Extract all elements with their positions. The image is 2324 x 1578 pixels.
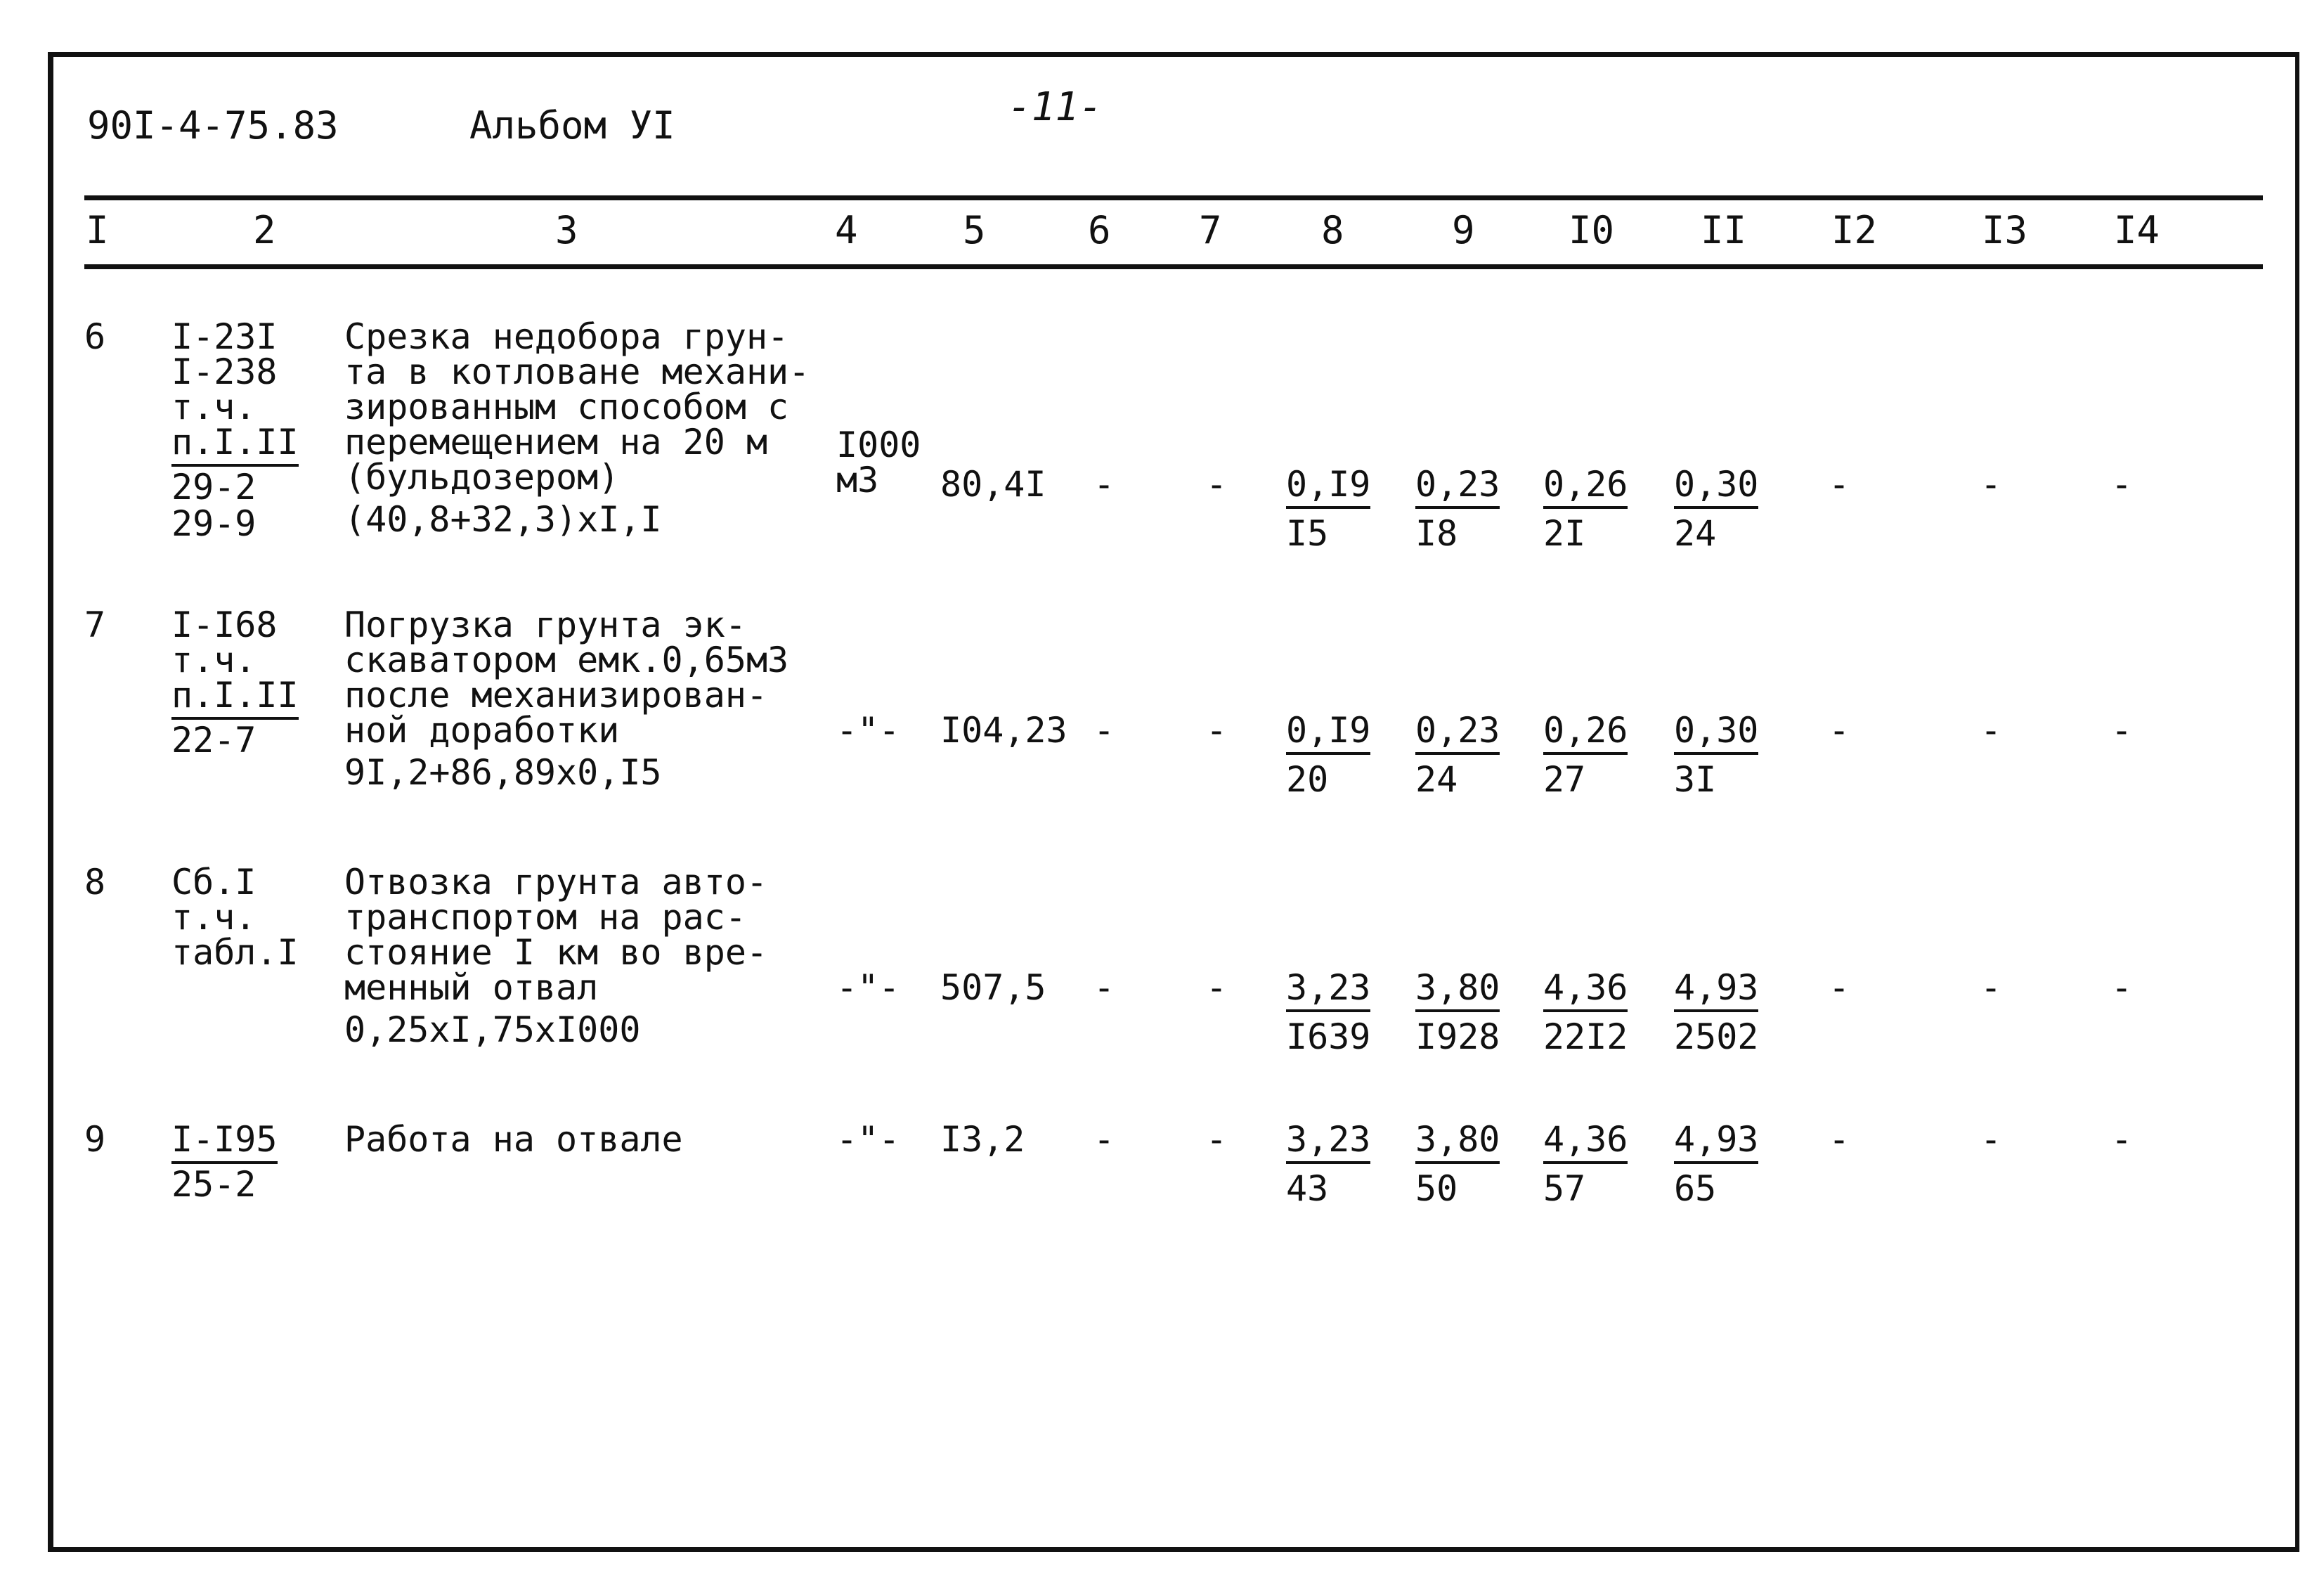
norm-code: 22-7: [171, 720, 257, 761]
work-description: скаватором емк.0,65м3: [344, 640, 789, 680]
work-description: после механизирован-: [344, 675, 768, 716]
work-description: зированным способом с: [344, 387, 789, 427]
cost-value: I5: [1286, 513, 1329, 554]
table-header-rule: [84, 264, 2263, 269]
quantity-value: I3,2: [940, 1119, 1025, 1160]
dash-cell: -: [2111, 710, 2133, 751]
unit-of-measure: м3: [836, 460, 879, 500]
cost-value: 2502: [1674, 1016, 1759, 1057]
quantity-formula: 9I,2+86,89x0,I5: [344, 752, 662, 793]
unit-of-measure: I000: [836, 425, 921, 465]
dash-cell: -: [1206, 710, 1228, 751]
work-description: стояние I км во вре-: [344, 932, 768, 973]
rate-cell: [1286, 711, 1370, 749]
rate-value: 0,23: [1415, 464, 1500, 509]
dash-cell: -: [2111, 464, 2133, 505]
underlined-code: I-I95: [171, 1119, 278, 1164]
rate-value: 4,36: [1543, 967, 1628, 1012]
column-number: 5: [963, 208, 986, 252]
cost-value: 24: [1674, 513, 1717, 554]
cost-value: 57: [1543, 1168, 1586, 1209]
underlined-code: п.I.II: [171, 422, 299, 467]
column-number: 7: [1199, 208, 1222, 252]
dash-cell: -: [1093, 967, 1115, 1008]
norm-code: т.ч.: [171, 897, 257, 938]
table-top-rule: [84, 195, 2263, 200]
dash-cell: -: [1829, 464, 1850, 505]
dash-cell: -: [1980, 710, 2002, 751]
dash-cell: -: [1206, 1119, 1228, 1160]
cost-value: 43: [1286, 1168, 1329, 1209]
work-description: ной доработки: [344, 710, 620, 751]
cost-value: 2I: [1543, 513, 1586, 554]
rate-value: 0,I9: [1286, 464, 1370, 509]
column-number: 8: [1321, 208, 1344, 252]
dash-cell: -: [1829, 967, 1850, 1008]
rate-cell: [1286, 465, 1370, 503]
album-label: Альбом УI: [469, 103, 675, 148]
norm-code-underlined: [171, 1120, 278, 1158]
rate-value: 4,93: [1674, 1119, 1758, 1164]
column-number: 6: [1088, 208, 1111, 252]
cost-value: 27: [1543, 759, 1586, 800]
norm-code: т.ч.: [171, 387, 257, 427]
rate-value: 0,30: [1674, 464, 1758, 509]
column-number: 2: [253, 208, 276, 252]
quantity-formula: (40,8+32,3)xI,I: [344, 499, 662, 540]
rate-cell: [1674, 465, 1758, 503]
norm-code: 25-2: [171, 1164, 257, 1205]
cost-value: 65: [1674, 1168, 1717, 1209]
dash-cell: -: [1829, 1119, 1850, 1160]
rate-value: 3,23: [1286, 967, 1370, 1012]
work-description: транспортом на рас-: [344, 897, 746, 938]
rate-cell: [1543, 1120, 1628, 1158]
unit-of-measure: -"-: [836, 710, 900, 751]
norm-code: Сб.I: [171, 862, 257, 903]
rate-cell: [1674, 1120, 1758, 1158]
row-number: 6: [84, 316, 106, 357]
work-description: Погрузка грунта эк-: [344, 604, 746, 645]
page-frame: [48, 52, 2299, 1552]
page-number: -11-: [1008, 84, 1103, 130]
rate-cell: [1286, 1120, 1370, 1158]
norm-code-underlined: [171, 676, 299, 714]
rate-value: 0,26: [1543, 464, 1628, 509]
quantity-formula: 0,25xI,75xI000: [344, 1009, 641, 1050]
dash-cell: -: [1206, 967, 1228, 1008]
rate-cell: [1286, 969, 1370, 1007]
rate-cell: [1543, 711, 1628, 749]
rate-cell: [1674, 711, 1758, 749]
cost-value: I928: [1415, 1016, 1500, 1057]
row-number: 9: [84, 1119, 106, 1160]
unit-of-measure: -"-: [836, 1119, 900, 1160]
norm-code: I-23I: [171, 316, 278, 357]
rate-value: 4,36: [1543, 1119, 1628, 1164]
column-number: I2: [1831, 208, 1878, 252]
cost-value: 22I2: [1543, 1016, 1628, 1057]
row-number: 8: [84, 862, 106, 903]
dash-cell: -: [2111, 967, 2133, 1008]
cost-value: 20: [1286, 759, 1329, 800]
dash-cell: -: [1980, 464, 2002, 505]
rate-cell: [1543, 465, 1628, 503]
rate-cell: [1415, 1120, 1500, 1158]
rate-cell: [1415, 711, 1500, 749]
unit-of-measure: -"-: [836, 967, 900, 1008]
rate-value: 3,23: [1286, 1119, 1370, 1164]
norm-code: т.ч.: [171, 640, 257, 680]
column-number: II: [1701, 208, 1747, 252]
column-number: 4: [835, 208, 858, 252]
cost-value: 50: [1415, 1168, 1458, 1209]
cost-value: I8: [1415, 513, 1458, 554]
dash-cell: -: [1093, 464, 1115, 505]
quantity-value: I04,23: [940, 710, 1067, 751]
norm-code-underlined: [171, 423, 299, 461]
work-description: та в котловане механи-: [344, 351, 810, 392]
underlined-code: п.I.II: [171, 675, 299, 720]
work-description: Срезка недобора грун-: [344, 316, 789, 357]
rate-value: 0,30: [1674, 710, 1758, 755]
column-number: I3: [1982, 208, 2028, 252]
rate-value: 4,93: [1674, 967, 1758, 1012]
rate-value: 0,23: [1415, 710, 1500, 755]
rate-value: 3,80: [1415, 1119, 1500, 1164]
column-number: 3: [555, 208, 578, 252]
column-number: I0: [1569, 208, 1615, 252]
rate-value: 0,I9: [1286, 710, 1370, 755]
dash-cell: -: [1829, 710, 1850, 751]
rate-cell: [1415, 969, 1500, 1007]
column-number: I4: [2114, 208, 2160, 252]
work-description: Отвозка грунта авто-: [344, 862, 768, 903]
quantity-value: 507,5: [940, 967, 1046, 1008]
cost-value: 3I: [1674, 759, 1717, 800]
norm-code: I-238: [171, 351, 278, 392]
dash-cell: -: [1093, 710, 1115, 751]
work-description: перемещением на 20 м: [344, 422, 768, 463]
work-description: (бульдозером): [344, 457, 620, 498]
cost-value: I639: [1286, 1016, 1371, 1057]
cost-value: 24: [1415, 759, 1458, 800]
norm-code: I-I68: [171, 604, 278, 645]
dash-cell: -: [1093, 1119, 1115, 1160]
document-code: 90I-4-75.83: [87, 103, 339, 148]
rate-cell: [1674, 969, 1758, 1007]
row-number: 7: [84, 604, 106, 645]
rate-value: 3,80: [1415, 967, 1500, 1012]
dash-cell: -: [1980, 1119, 2002, 1160]
norm-code: 29-2: [171, 467, 257, 507]
dash-cell: -: [1980, 967, 2002, 1008]
norm-code: табл.I: [171, 932, 299, 973]
rate-cell: [1415, 465, 1500, 503]
norm-code: 29-9: [171, 503, 257, 544]
rate-cell: [1543, 969, 1628, 1007]
work-description: Работа на отвале: [344, 1119, 683, 1160]
dash-cell: -: [1206, 464, 1228, 505]
work-description: менный отвал: [344, 967, 599, 1008]
dash-cell: -: [2111, 1119, 2133, 1160]
column-number: I: [86, 208, 109, 252]
quantity-value: 80,4I: [940, 464, 1046, 505]
rate-value: 0,26: [1543, 710, 1628, 755]
column-number: 9: [1452, 208, 1475, 252]
